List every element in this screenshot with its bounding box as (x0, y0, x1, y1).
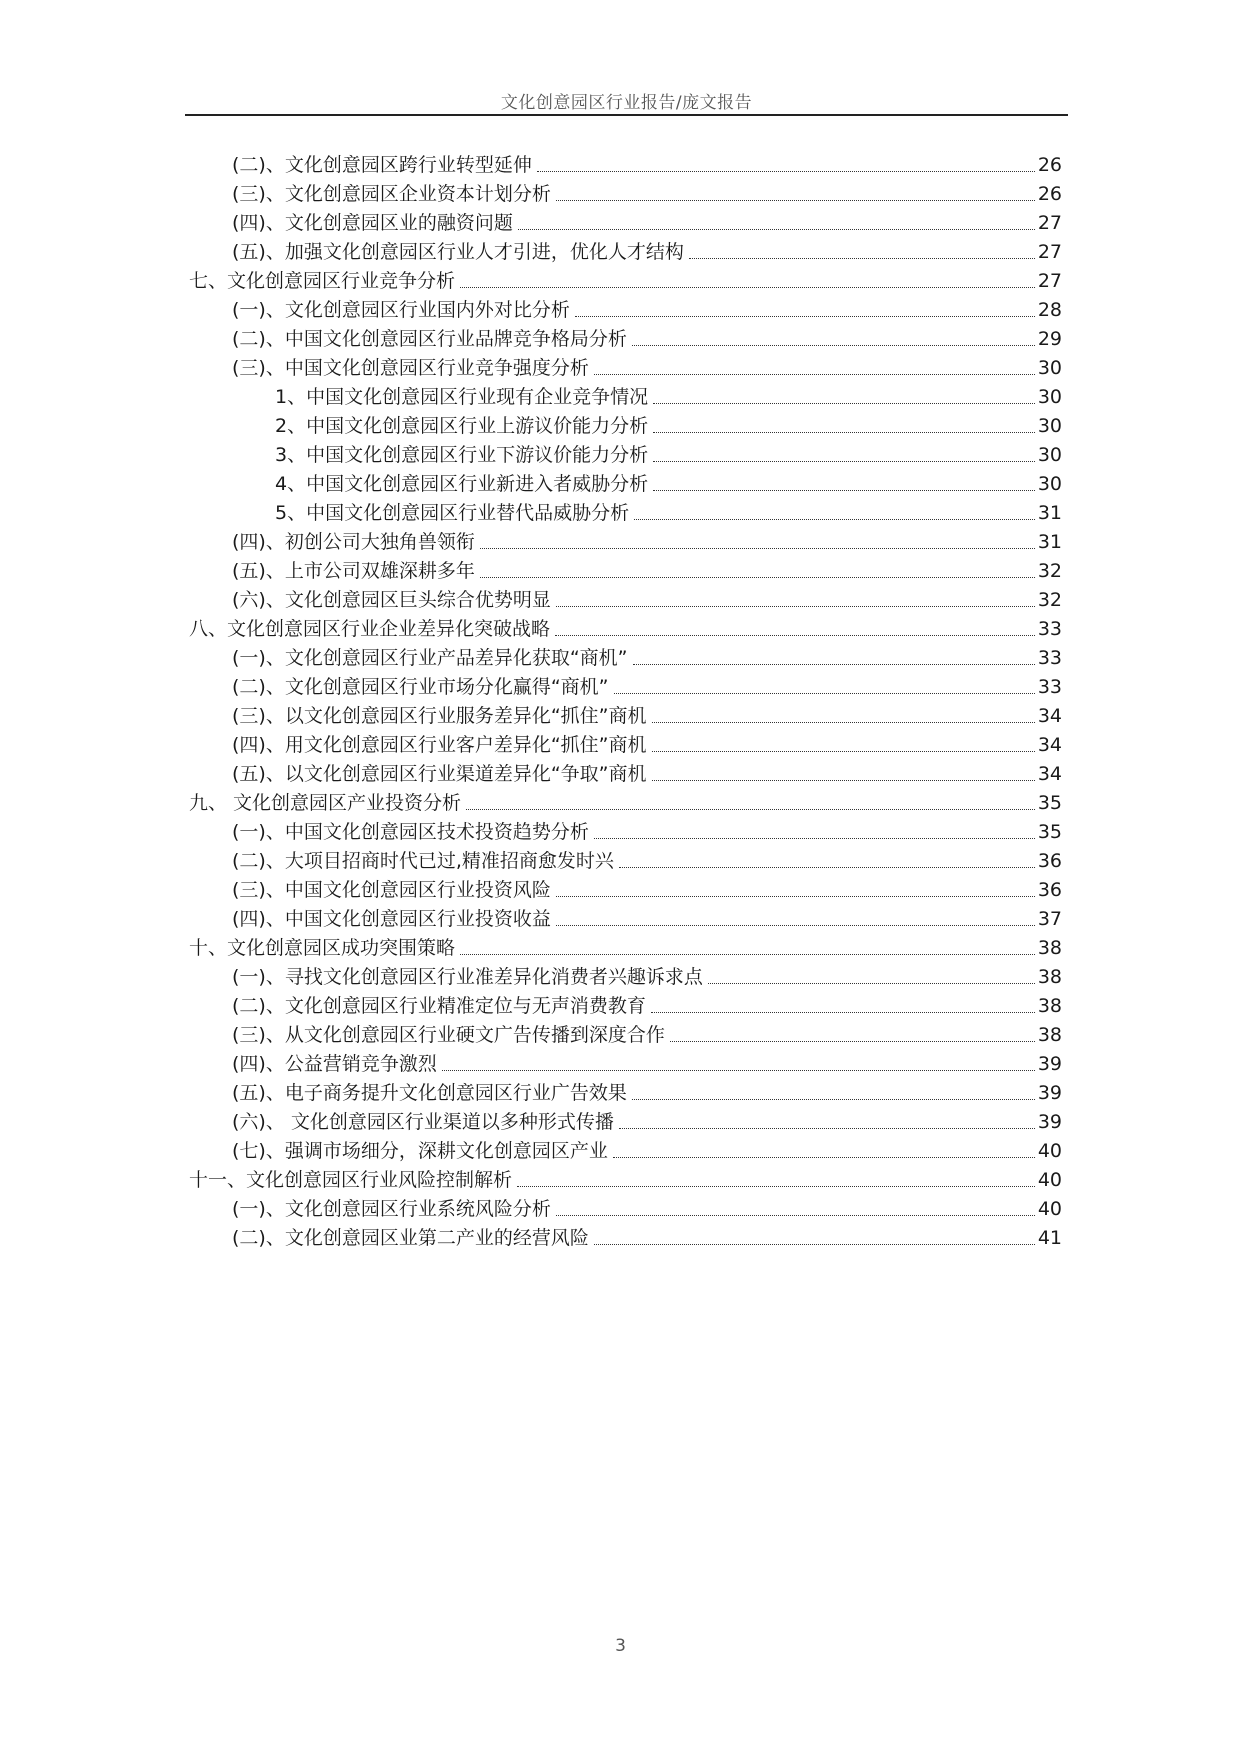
toc-dot-leader (708, 983, 1035, 984)
toc-entry-page: 29 (1037, 328, 1062, 350)
toc-entry-page: 30 (1037, 473, 1062, 495)
toc-entry[interactable] (232, 556, 1062, 586)
toc-entry[interactable] (189, 933, 1062, 963)
toc-entry[interactable] (232, 208, 1062, 238)
toc-dot-leader (575, 316, 1035, 317)
toc-entry-page: 34 (1037, 763, 1062, 785)
toc-entry-page: 41 (1037, 1227, 1062, 1249)
toc-entry-label: (四)、中国文化创意园区行业投资收益 (232, 908, 551, 930)
toc-dot-leader (556, 925, 1035, 926)
toc-entry[interactable] (275, 498, 1062, 528)
toc-dot-leader (653, 490, 1035, 491)
toc-entry-label: (一)、中国文化创意园区技术投资趋势分析 (232, 821, 589, 843)
toc-entry-label: (一)、寻找文化创意园区行业准差异化消费者兴趣诉求点 (232, 966, 703, 988)
toc-dot-leader (653, 461, 1035, 462)
toc-entry[interactable] (189, 614, 1062, 644)
toc-dot-leader (555, 635, 1035, 636)
toc-dot-leader (556, 1215, 1035, 1216)
toc-entry-page: 34 (1037, 734, 1062, 756)
toc-dot-leader (556, 896, 1035, 897)
toc-entry-label: (三)、以文化创意园区行业服务差异化“抓住”商机 (232, 705, 647, 727)
toc-entry[interactable] (232, 643, 1062, 673)
toc-entry[interactable] (232, 962, 1062, 992)
toc-dot-leader (632, 1099, 1035, 1100)
toc-entry-page: 30 (1037, 357, 1062, 379)
toc-entry-page: 30 (1037, 444, 1062, 466)
toc-dot-leader (594, 374, 1035, 375)
toc-entry-page: 36 (1037, 850, 1062, 872)
toc-entry-label: (二)、文化创意园区业第二产业的经营风险 (232, 1227, 589, 1249)
toc-entry-label: (二)、文化创意园区行业市场分化赢得“商机” (232, 676, 609, 698)
toc-entry-page: 33 (1037, 647, 1062, 669)
toc-entry-label: (六)、 文化创意园区行业渠道以多种形式传播 (232, 1111, 614, 1133)
toc-entry-page: 30 (1037, 386, 1062, 408)
toc-dot-leader (614, 693, 1035, 694)
toc-entry[interactable] (232, 1020, 1062, 1050)
toc-entry-page: 31 (1037, 531, 1062, 553)
header-divider (185, 114, 1068, 116)
toc-entry-label: 九、 文化创意园区产业投资分析 (189, 792, 462, 814)
toc-entry[interactable] (232, 1049, 1062, 1079)
toc-entry-label: (六)、文化创意园区巨头综合优势明显 (232, 589, 551, 611)
toc-entry[interactable] (189, 1165, 1062, 1195)
toc-entry-label: (四)、初创公司大独角兽领衔 (232, 531, 475, 553)
toc-entry-page: 39 (1037, 1111, 1062, 1133)
toc-dot-leader (653, 432, 1035, 433)
toc-entry-page: 37 (1037, 908, 1062, 930)
toc-entry-label: (一)、文化创意园区行业国内外对比分析 (232, 299, 570, 321)
toc-dot-leader (651, 1012, 1035, 1013)
toc-entry[interactable] (232, 1223, 1062, 1253)
toc-entry[interactable] (232, 875, 1062, 905)
toc-entry-page: 40 (1037, 1169, 1062, 1191)
toc-entry-page: 40 (1037, 1140, 1062, 1162)
toc-entry[interactable] (232, 527, 1062, 557)
toc-dot-leader (594, 838, 1035, 839)
toc-entry[interactable] (232, 1107, 1062, 1137)
toc-dot-leader (594, 1244, 1035, 1245)
toc-dot-leader (670, 1041, 1035, 1042)
toc-dot-leader (556, 606, 1035, 607)
toc-entry[interactable] (232, 324, 1062, 354)
toc-dot-leader (632, 345, 1035, 346)
toc-entry[interactable] (232, 991, 1062, 1021)
toc-entry-label: 3、中国文化创意园区行业下游议价能力分析 (275, 444, 649, 466)
toc-entry[interactable] (232, 150, 1062, 180)
toc-entry[interactable] (232, 730, 1062, 760)
toc-dot-leader (634, 519, 1035, 520)
toc-entry[interactable] (232, 1078, 1062, 1108)
toc-entry-label: (七)、强调市场细分，深耕文化创意园区产业 (232, 1140, 608, 1162)
toc-dot-leader (537, 171, 1035, 172)
toc-entry[interactable] (275, 411, 1062, 441)
toc-entry[interactable] (232, 672, 1062, 702)
toc-entry-label: (五)、以文化创意园区行业渠道差异化“争取”商机 (232, 763, 647, 785)
toc-entry-label: 十一、文化创意园区行业风险控制解析 (189, 1169, 513, 1191)
toc-entry-label: (三)、中国文化创意园区行业竞争强度分析 (232, 357, 589, 379)
toc-entry-label: 4、中国文化创意园区行业新进入者威胁分析 (275, 473, 649, 495)
toc-entry-label: (二)、中国文化创意园区行业品牌竞争格局分析 (232, 328, 627, 350)
toc-entry-label: 七、文化创意园区行业竞争分析 (189, 270, 456, 292)
toc-entry-page: 26 (1037, 183, 1062, 205)
toc-entry[interactable] (189, 266, 1062, 296)
toc-entry-label: 十、文化创意园区成功突围策略 (189, 937, 456, 959)
toc-entry[interactable] (232, 295, 1062, 325)
toc-entry-label: 5、中国文化创意园区行业替代品威胁分析 (275, 502, 630, 524)
toc-entry[interactable] (232, 585, 1062, 615)
toc-entry-page: 38 (1037, 937, 1062, 959)
toc-entry[interactable] (232, 759, 1062, 789)
toc-dot-leader (619, 1128, 1035, 1129)
toc-entry[interactable] (232, 179, 1062, 209)
toc-dot-leader (613, 1157, 1035, 1158)
toc-dot-leader (466, 809, 1035, 810)
toc-entry-page: 32 (1037, 589, 1062, 611)
toc-entry-label: (二)、文化创意园区行业精准定位与无声消费教育 (232, 995, 646, 1017)
toc-entry-page: 33 (1037, 676, 1062, 698)
toc-entry-page: 34 (1037, 705, 1062, 727)
toc-entry-page: 38 (1037, 966, 1062, 988)
toc-dot-leader (460, 287, 1035, 288)
toc-entry[interactable] (232, 237, 1062, 267)
toc-entry-label: (四)、文化创意园区业的融资问题 (232, 212, 513, 234)
toc-entry-page: 26 (1037, 154, 1062, 176)
toc-entry[interactable] (275, 469, 1062, 499)
running-header: 文化创意园区行业报告/庞文报告 (500, 93, 753, 113)
toc-entry-page: 40 (1037, 1198, 1062, 1220)
toc-entry[interactable] (232, 701, 1062, 731)
toc-entry-page: 28 (1037, 299, 1062, 321)
toc-entry[interactable] (232, 817, 1062, 847)
toc-entry[interactable] (275, 382, 1062, 412)
toc-dot-leader (653, 403, 1035, 404)
toc-dot-leader (652, 780, 1035, 781)
toc-dot-leader (517, 1186, 1035, 1187)
toc-entry-page: 32 (1037, 560, 1062, 582)
toc-dot-leader (480, 548, 1035, 549)
toc-entry-page: 35 (1037, 821, 1062, 843)
toc-entry-label: (四)、用文化创意园区行业客户差异化“抓住”商机 (232, 734, 647, 756)
toc-entry[interactable] (232, 846, 1062, 876)
toc-entry-page: 30 (1037, 415, 1062, 437)
toc-entry-page: 39 (1037, 1053, 1062, 1075)
toc-dot-leader (652, 751, 1035, 752)
toc-entry-label: (五)、加强文化创意园区行业人才引进，优化人才结构 (232, 241, 684, 263)
toc-entry-page: 33 (1037, 618, 1062, 640)
toc-dot-leader (480, 577, 1035, 578)
toc-dot-leader (518, 229, 1035, 230)
toc-entry-label: (一)、文化创意园区行业系统风险分析 (232, 1198, 551, 1220)
toc-entry[interactable] (232, 353, 1062, 383)
toc-dot-leader (619, 867, 1035, 868)
toc-dot-leader (442, 1070, 1035, 1071)
toc-entry-label: (一)、文化创意园区行业产品差异化获取“商机” (232, 647, 628, 669)
toc-entry-page: 27 (1037, 212, 1062, 234)
toc-entry-label: (二)、大项目招商时代已过,精准招商愈发时兴 (232, 850, 614, 872)
toc-entry-page: 38 (1037, 1024, 1062, 1046)
toc-entry-label: (三)、从文化创意园区行业硬文广告传播到深度合作 (232, 1024, 665, 1046)
toc-entry-page: 36 (1037, 879, 1062, 901)
toc-entry-page: 27 (1037, 270, 1062, 292)
toc-entry[interactable] (232, 1194, 1062, 1224)
toc-entry-label: (五)、上市公司双雄深耕多年 (232, 560, 475, 582)
toc-entry-label: (二)、文化创意园区跨行业转型延伸 (232, 154, 532, 176)
toc-entry-page: 39 (1037, 1082, 1062, 1104)
toc-entry[interactable] (189, 788, 1062, 818)
toc-dot-leader (652, 722, 1035, 723)
toc-entry-label: 2、中国文化创意园区行业上游议价能力分析 (275, 415, 649, 437)
toc-dot-leader (633, 664, 1035, 665)
toc-entry-page: 27 (1037, 241, 1062, 263)
toc-dot-leader (689, 258, 1035, 259)
toc-entry-page: 38 (1037, 995, 1062, 1017)
toc-entry-label: (四)、公益营销竞争激烈 (232, 1053, 437, 1075)
toc-dot-leader (556, 200, 1035, 201)
toc-dot-leader (460, 954, 1035, 955)
page-number: 3 (615, 1636, 626, 1656)
toc-entry-label: (五)、电子商务提升文化创意园区行业广告效果 (232, 1082, 627, 1104)
toc-entry[interactable] (275, 440, 1062, 470)
toc-entry-label: 八、文化创意园区行业企业差异化突破战略 (189, 618, 551, 640)
toc-entry-page: 35 (1037, 792, 1062, 814)
toc-entry-page: 31 (1037, 502, 1062, 524)
toc-entry[interactable] (232, 1136, 1062, 1166)
toc-entry-label: 1、中国文化创意园区行业现有企业竞争情况 (275, 386, 649, 408)
toc-entry-label: (三)、文化创意园区企业资本计划分析 (232, 183, 551, 205)
toc-entry-label: (三)、中国文化创意园区行业投资风险 (232, 879, 551, 901)
toc-entry[interactable] (232, 904, 1062, 934)
